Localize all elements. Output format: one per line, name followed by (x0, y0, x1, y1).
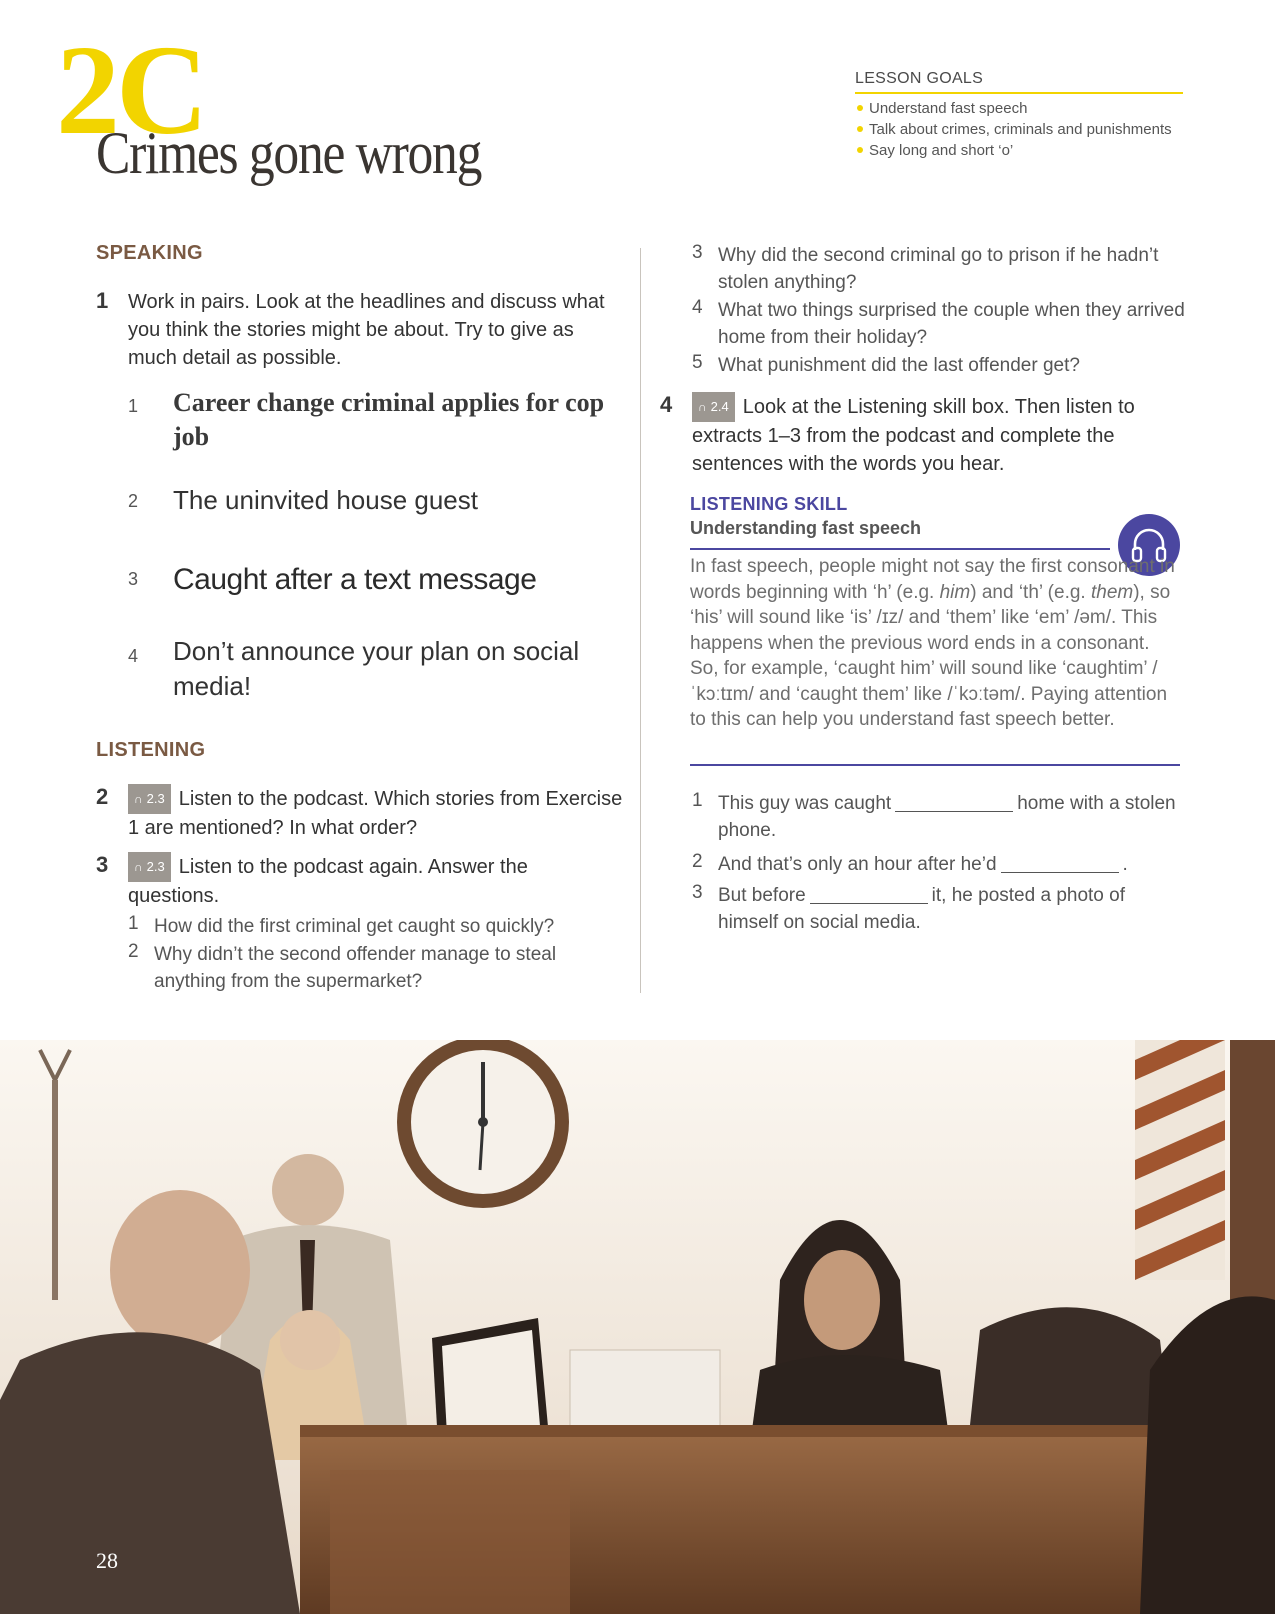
listening-skill-body: In fast speech, people might not say the first consonant in words beginning with ‘h’ (e.g. him) and ‘th’ (e.g. them), so ‘his’ will sound like ‘is’ /ɪz/ and ‘them’ like ‘em’ /əm/. This happens when the previous word ends in a consonant. So, for example, ‘caught him’ will sound like ‘caughtim’ /ˈkɔːtɪm/ and ‘caught them’ like /ˈkɔːtəm/. Paying attention to this can help you understand fast speech better. (690, 556, 1175, 730)
courtroom-photo (0, 1040, 1275, 1614)
question-text: What punishment did the last offender get? (718, 355, 1080, 376)
lesson-goal-item: Talk about crimes, criminals and punishments (855, 119, 1183, 140)
audio-icon: ∩ (134, 792, 143, 806)
exercise-number: 2 (96, 784, 109, 809)
question-number: 3 (692, 242, 703, 263)
speaking-heading: SPEAKING (96, 242, 203, 264)
listening-skill-heading: LISTENING SKILL (690, 494, 848, 514)
exercise-3-instructions: ∩ 2.3 Listen to the podcast again. Answer the questions. (128, 852, 623, 910)
sentence-number: 3 (692, 882, 703, 903)
audio-icon: ∩ (134, 860, 143, 874)
question-number: 2 (128, 941, 139, 962)
exercise-1-instructions: Work in pairs. Look at the headlines and discuss what you think the stories might be about. Try to give as much detail as possible. (128, 291, 605, 369)
exercise-number: 1 (96, 288, 109, 313)
question-text: What two things surprised the couple when they arrived home from their holiday? (718, 300, 1185, 348)
headline-number: 2 (128, 491, 139, 511)
unit-code: 2C (56, 19, 205, 161)
skill-box-top-rule (690, 548, 1110, 550)
lesson-goals-heading: LESSON GOALS (855, 70, 1183, 94)
lesson-goals-list (855, 98, 1183, 161)
headline-2: The uninvited house guest (173, 485, 478, 515)
exercise-number: 4 (660, 392, 673, 417)
exercise-4-instructions: ∩ 2.4 Look at the Listening skill box. Then listen to extracts 1–3 from the podcast and complete the sentences with the words you hear. (692, 392, 1192, 478)
column-divider (640, 248, 641, 993)
lesson-goal-item: Say long and short ‘o’ (855, 140, 1183, 161)
unit-title: Crimes gone wrong (96, 120, 482, 186)
audio-icon: ∩ (698, 400, 707, 414)
listening-heading: LISTENING (96, 739, 206, 761)
headline-4: Don’t announce your plan on social media! (173, 636, 580, 701)
gap-fill-sentence: This guy was caught home with a stolen phone. (718, 793, 1176, 841)
headline-1: Career change criminal applies for cop job (173, 388, 605, 451)
question-text: Why did the second criminal go to prison if he hadn’t stolen anything? (718, 245, 1159, 293)
sentence-number: 1 (692, 790, 703, 811)
question-text: How did the first criminal get caught so quickly? (154, 916, 555, 937)
headline-number: 1 (128, 396, 139, 416)
audio-track-badge[interactable]: ∩ 2.3 (128, 784, 171, 814)
gap-fill-sentence: And that’s only an hour after he’d . (718, 854, 1128, 875)
headline-number: 4 (128, 646, 139, 666)
exercise-number: 3 (96, 852, 109, 877)
lesson-goal-item: Understand fast speech (855, 98, 1183, 119)
headline-3: Caught after a text message (173, 563, 537, 596)
audio-track-badge[interactable]: ∩ 2.4 (692, 392, 735, 422)
question-number: 1 (128, 913, 139, 934)
headline-number: 3 (128, 569, 139, 589)
audio-track-badge[interactable]: ∩ 2.3 (128, 852, 171, 882)
question-number: 5 (692, 352, 703, 373)
listening-skill-subheading: Understanding fast speech (690, 518, 922, 538)
page-number: 28 (96, 1548, 118, 1573)
lesson-goals (855, 70, 1183, 161)
blank-input[interactable] (810, 883, 928, 904)
question-text: Why didn’t the second offender manage to steal anything from the supermarket? (154, 944, 557, 992)
sentence-number: 2 (692, 851, 703, 872)
blank-input[interactable] (895, 791, 1013, 812)
question-number: 4 (692, 297, 703, 318)
blank-input[interactable] (1001, 852, 1119, 873)
exercise-2-instructions: ∩ 2.3 Listen to the podcast. Which stories from Exercise 1 are mentioned? In what order? (128, 784, 623, 842)
skill-box-bottom-rule (690, 764, 1180, 766)
gap-fill-sentence: But before it, he posted a photo of himself on social media. (718, 885, 1125, 933)
